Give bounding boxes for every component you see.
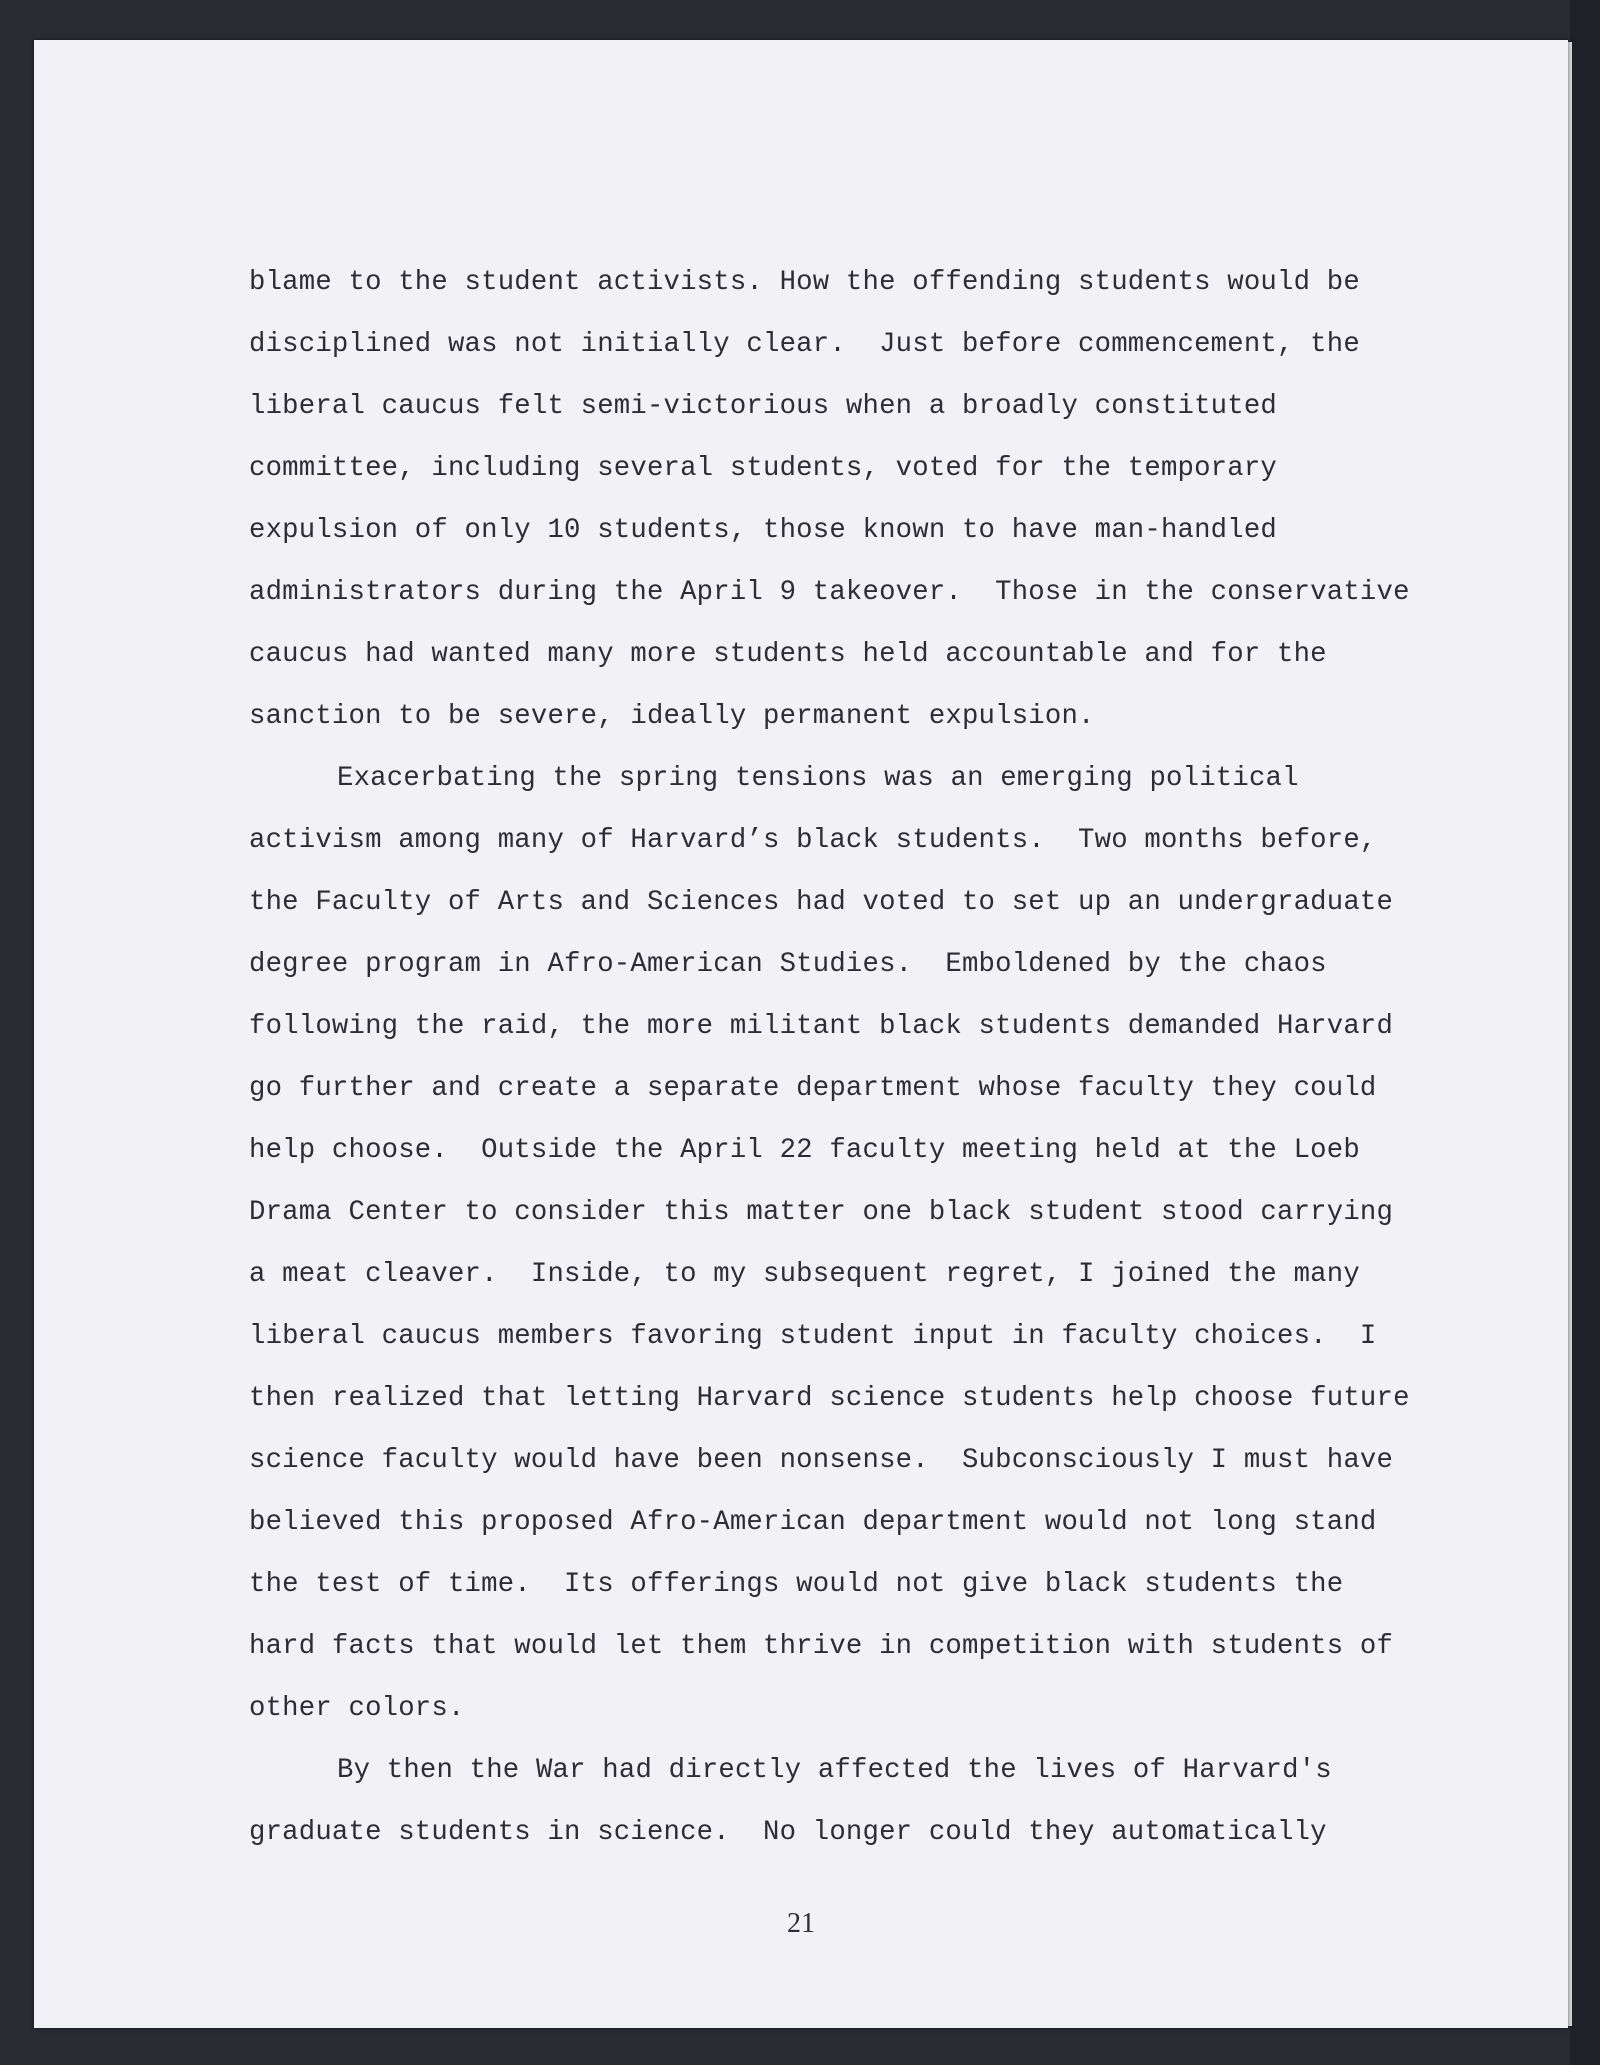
text-line: hard facts that would let them thrive in competition with students of [249, 1631, 1394, 1662]
text-line: following the raid, the more militant black students demanded Harvard [249, 1011, 1394, 1042]
paragraph-first-line: By then the War had directly affected the lives of Harvard's [337, 1755, 1332, 1786]
page-number: 21 [787, 1908, 815, 1939]
text-line: expulsion of only 10 students, those known to have man-handled [249, 515, 1278, 546]
text-line: help choose. Outside the April 22 faculty meeting held at the Loeb [249, 1135, 1360, 1166]
text-line: Drama Center to consider this matter one black student stood carrying [249, 1197, 1394, 1228]
text-line: activism among many of Harvard’s black students. Two months before, [249, 825, 1377, 856]
text-line: believed this proposed Afro-American department would not long stand [249, 1507, 1377, 1538]
text-line: caucus had wanted many more students held accountable and for the [249, 639, 1327, 670]
text-line: liberal caucus members favoring student input in faculty choices. I [249, 1321, 1377, 1352]
document-page [34, 40, 1568, 2028]
text-line: administrators during the April 9 takeover. Those in the conservative [249, 577, 1410, 608]
text-line: the test of time. Its offerings would not give black students the [249, 1569, 1344, 1600]
text-line: a meat cleaver. Inside, to my subsequent regret, I joined the many [249, 1259, 1360, 1290]
text-line: sanction to be severe, ideally permanent expulsion. [249, 701, 1095, 732]
text-line: the Faculty of Arts and Sciences had voted to set up an undergraduate [249, 887, 1394, 918]
text-line: committee, including several students, voted for the temporary [249, 453, 1278, 484]
text-line: science faculty would have been nonsense. Subconsciously I must have [249, 1445, 1394, 1476]
text-line: then realized that letting Harvard science students help choose future [249, 1383, 1410, 1414]
text-line: graduate students in science. No longer could they automatically [249, 1817, 1327, 1848]
text-line: degree program in Afro-American Studies. Emboldened by the chaos [249, 949, 1327, 980]
text-line: blame to the student activists. How the offending students would be [249, 267, 1360, 298]
paragraph-first-line: Exacerbating the spring tensions was an emerging political [337, 763, 1299, 794]
text-line: other colors. [249, 1693, 465, 1724]
text-line: liberal caucus felt semi-victorious when a broadly constituted [249, 391, 1278, 422]
text-line: disciplined was not initially clear. Just before commencement, the [249, 329, 1360, 360]
backdrop [1570, 0, 1600, 2065]
text-line: go further and create a separate department whose faculty they could [249, 1073, 1377, 1104]
body-text [249, 252, 1429, 1864]
page-edge [1568, 42, 1572, 2026]
